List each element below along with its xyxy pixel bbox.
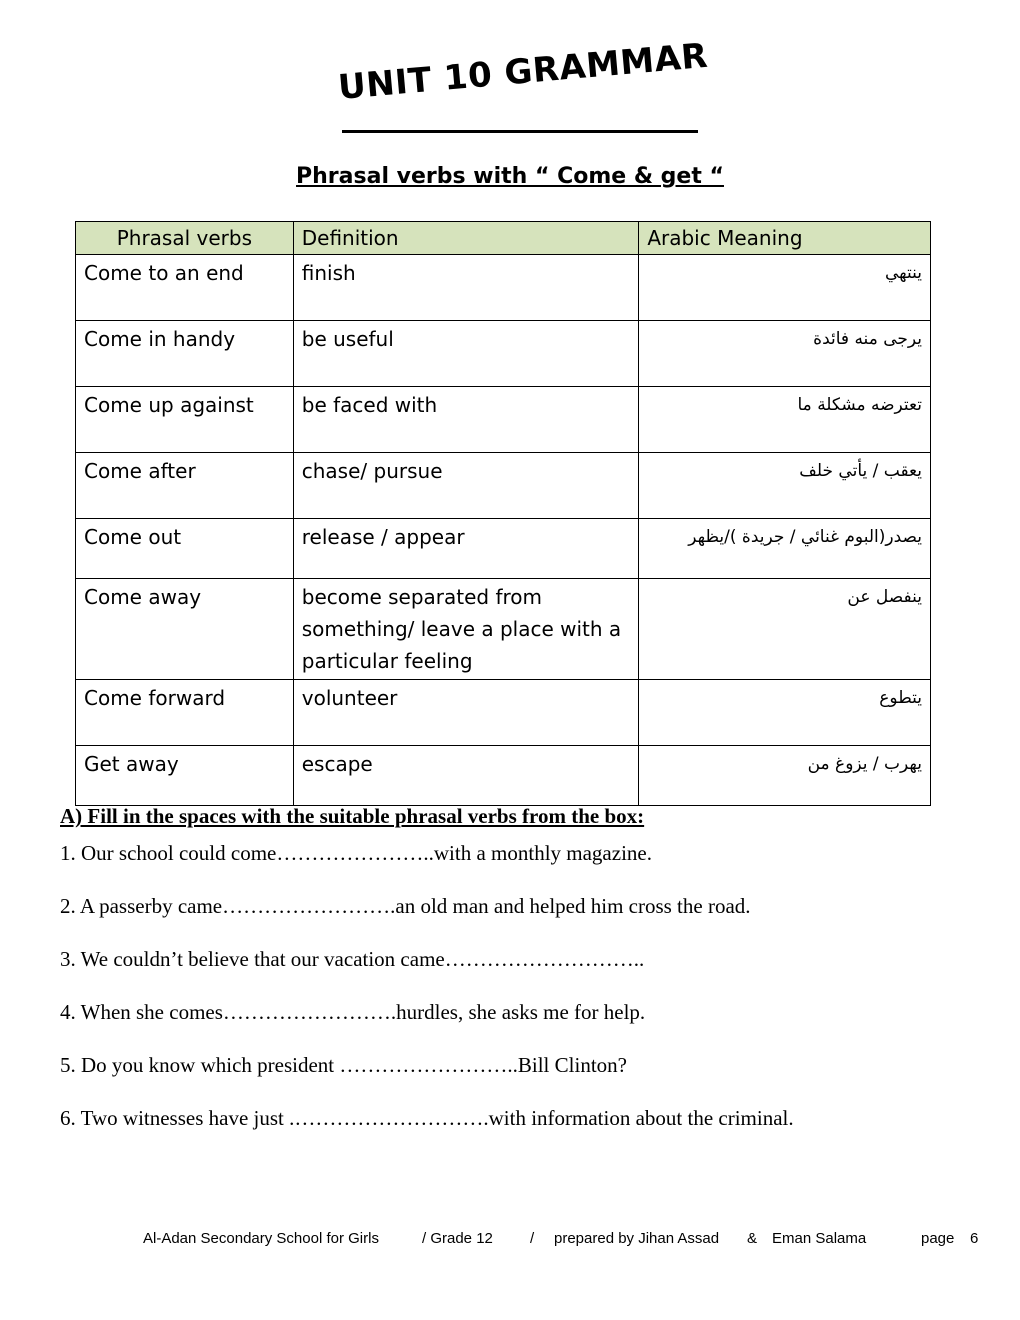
verb-cell: Come away <box>76 579 294 680</box>
table-row <box>76 321 931 387</box>
definition-cell: volunteer <box>293 680 639 746</box>
footer-page-label: page <box>921 1230 955 1247</box>
footer-grade: / Grade 12 <box>422 1230 493 1247</box>
definition-cell: finish <box>293 255 639 321</box>
header-definition: Definition <box>293 222 639 255</box>
header-arabic-meaning: Arabic Meaning <box>639 222 931 255</box>
table-row <box>76 579 931 680</box>
arabic-cell: يصدر(البوم غنائي / جريدة )/يظهر <box>639 519 931 579</box>
verb-cell: Get away <box>76 746 294 806</box>
verb-cell: Come forward <box>76 680 294 746</box>
arabic-cell: يرجى منه فائدة <box>639 321 931 387</box>
arabic-cell: تعترضه مشكلة ما <box>639 387 931 453</box>
arabic-cell: يتطوع <box>639 680 931 746</box>
footer-page-number: 6 <box>970 1230 979 1247</box>
verb-cell: Come up against <box>76 387 294 453</box>
page-title: UNIT 10 GRAMMAR <box>336 35 710 108</box>
verb-cell: Come after <box>76 453 294 519</box>
arabic-cell: ينفصل عن <box>639 579 931 680</box>
page-subtitle: Phrasal verbs with “ Come & get “ <box>296 164 724 189</box>
definition-cell: chase/ pursue <box>293 453 639 519</box>
definition-cell: release / appear <box>293 519 639 579</box>
arabic-cell: يعقب / يأتي خلف <box>639 453 931 519</box>
table-row <box>76 746 931 806</box>
exercise-question: 6. Two witnesses have just .……………………….with information about the criminal. <box>60 1106 794 1130</box>
footer-ampersand: & <box>747 1230 758 1247</box>
definition-cell: be faced with <box>293 387 639 453</box>
table-row <box>76 387 931 453</box>
footer-separator: / <box>530 1230 535 1247</box>
header-phrasal-verbs: Phrasal verbs <box>76 222 294 255</box>
footer-prepared-by: prepared by Jihan Assad <box>554 1230 720 1247</box>
exercise-question: 2. A passerby came…………………….an old man and helped him cross the road. <box>60 894 751 918</box>
table-row <box>76 519 931 579</box>
title-underline <box>342 130 698 133</box>
verb-cell: Come in handy <box>76 321 294 387</box>
table-row <box>76 680 931 746</box>
exercise-question: 1. Our school could come…………………..with a monthly magazine. <box>60 841 652 865</box>
footer-author2: Eman Salama <box>772 1230 867 1247</box>
table-header-row <box>76 222 931 255</box>
exercise-question: 4. When she comes…………………….hurdles, she asks me for help. <box>60 1000 646 1024</box>
definition-cell: be useful <box>293 321 639 387</box>
verb-cell: Come to an end <box>76 255 294 321</box>
footer-school: Al-Adan Secondary School for Girls <box>143 1230 379 1247</box>
verb-cell: Come out <box>76 519 294 579</box>
arabic-cell: يهرب / يزوغ من <box>639 746 931 806</box>
phrasal-verbs-table <box>75 221 931 806</box>
arabic-cell: ينتهي <box>639 255 931 321</box>
exercise-heading: A) Fill in the spaces with the suitable phrasal verbs from the box: <box>60 804 645 828</box>
exercise-section <box>60 804 960 1159</box>
table-row <box>76 255 931 321</box>
table-row <box>76 453 931 519</box>
exercise-question: 5. Do you know which president ……………………..Bill Clinton? <box>60 1053 627 1077</box>
definition-cell: become separated from something/ leave a place with a particular feeling <box>293 579 639 680</box>
exercise-question: 3. We couldn’t believe that our vacation came……………………….. <box>60 947 645 971</box>
definition-cell: escape <box>293 746 639 806</box>
title-block <box>330 35 710 138</box>
